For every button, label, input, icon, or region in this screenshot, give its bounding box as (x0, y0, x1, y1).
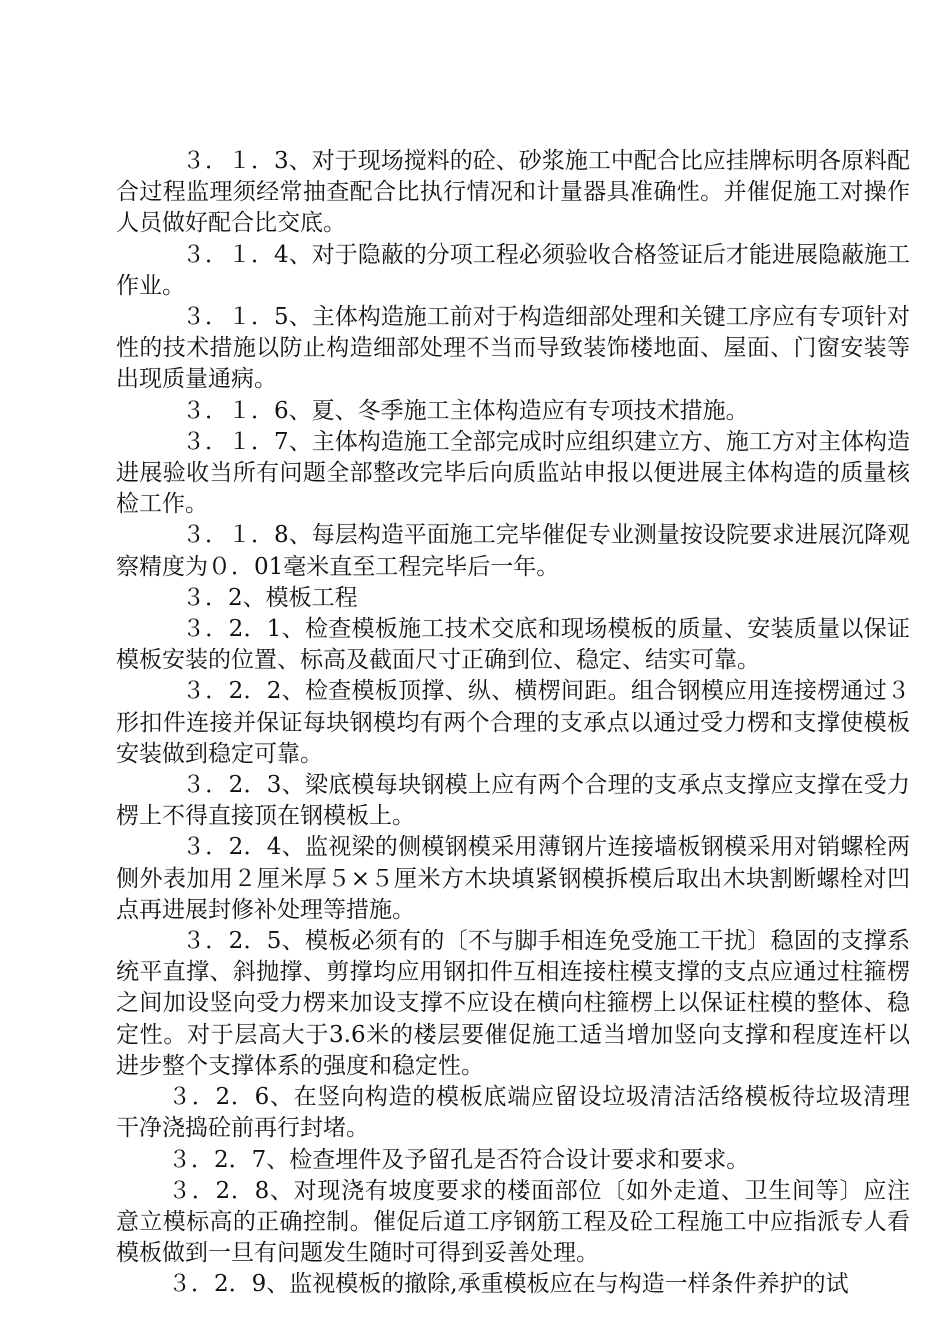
paragraph-3-2-3: ３．2．3、梁底模每块钢模上应有两个合理的支承点支撑应支撑在受力楞上不得直接顶在钢模板上。 (116, 772, 910, 830)
paragraph-3-2-6: ３．2．6、在竖向构造的模板底端应留设垃圾清洁活络模板待垃圾清理干净浇捣砼前再行封堵。 (116, 1084, 910, 1142)
paragraph-3-1-6: ３．１．6、夏、冬季施工主体构造应有专项技术措施。 (182, 397, 749, 424)
paragraph-3-2-1: ３．2．1、检查模板施工技术交底和现场模板的质量、安装质量以保证模板安装的位置、标高及截面尺寸正确到位、稳定、结实可靠。 (116, 616, 910, 674)
paragraph-3-2-2: ３．2．2、检查模板顶撑、纵、横楞间距。组合钢模应用连接楞通过３形扣件连接并保证每块钢模均有两个合理的支承点以通过受力楞和支撑使模板安装做到稳定可靠。 (116, 678, 910, 767)
paragraph-3-1-8: ３．１．8、每层构造平面施工完毕催促专业测量按设院要求进展沉降观察精度为０．01毫米直至工程完毕后一年。 (116, 522, 910, 580)
paragraph-3-2-5: ３．2．5、模板必须有的〔不与脚手相连免受施工干扰〕稳固的支撑系统平直撑、斜抛撑、剪撑均应用钢扣件互相连接柱模支撑的支点应通过柱箍楞之间加设竖向受力楞来加设支撑不应设在横向柱箍楞上以保证柱模的整体、稳定性。对于层高大于3.6米的楼层要催促施工适当增加竖向支撑和程度连杆以进步整个支撑体系的强度和稳定性。 (116, 928, 910, 1079)
paragraph-3-2-7: ３．2．7、检查埋件及予留孔是否符合设计要求和要求。 (168, 1146, 750, 1173)
paragraph-3-2-4: ３．2．4、监视梁的侧模钢模采用薄钢片连接墙板钢模采用对销螺栓两侧外表加用２厘米厚５×５厘米方木块填紧钢模拆模后取出木块割断螺栓对凹点再进展封修补处理等措施。 (116, 834, 910, 923)
paragraph-3-1-4: ３．１．4、对于隐蔽的分项工程必须验收合格签证后才能进展隐蔽施工作业。 (116, 241, 910, 299)
paragraph-3-2-8: ３．2．8、对现浇有坡度要求的楼面部位〔如外走道、卫生间等〕应注意立模标高的正确控制。催促后道工序钢筋工程及砼工程施工中应指派专人看模板做到一旦有问题发生随时可得到妥善处理。 (116, 1177, 910, 1267)
paragraph-3-1-7: ３．１．7、主体构造施工全部完成时应组织建立方、施工方对主体构造进展验收当所有问题全部整改完毕后向质监站申报以便进展主体构造的质量核检工作。 (116, 428, 910, 518)
section-heading-3-2: ３．2、模板工程 (182, 584, 358, 611)
paragraph-3-2-9: ３．2．9、监视模板的撤除,承重模板应在与构造一样条件养护的试 (168, 1271, 849, 1298)
paragraph-3-1-3: ３．１．3、对于现场搅料的砼、砂浆施工中配合比应挂牌标明各原料配合过程监理须经常抽查配合比执行情况和计量器具准确性。并催促施工对操作人员做好配合比交底。 (116, 148, 910, 237)
document-body (116, 146, 910, 1301)
paragraph-3-1-5: ３．１．5、主体构造施工前对于构造细部处理和关键工序应有专项针对性的技术措施以防止构造细部处理不当而导致装饰楼地面、屋面、门窗安装等出现质量通病。 (116, 304, 910, 393)
